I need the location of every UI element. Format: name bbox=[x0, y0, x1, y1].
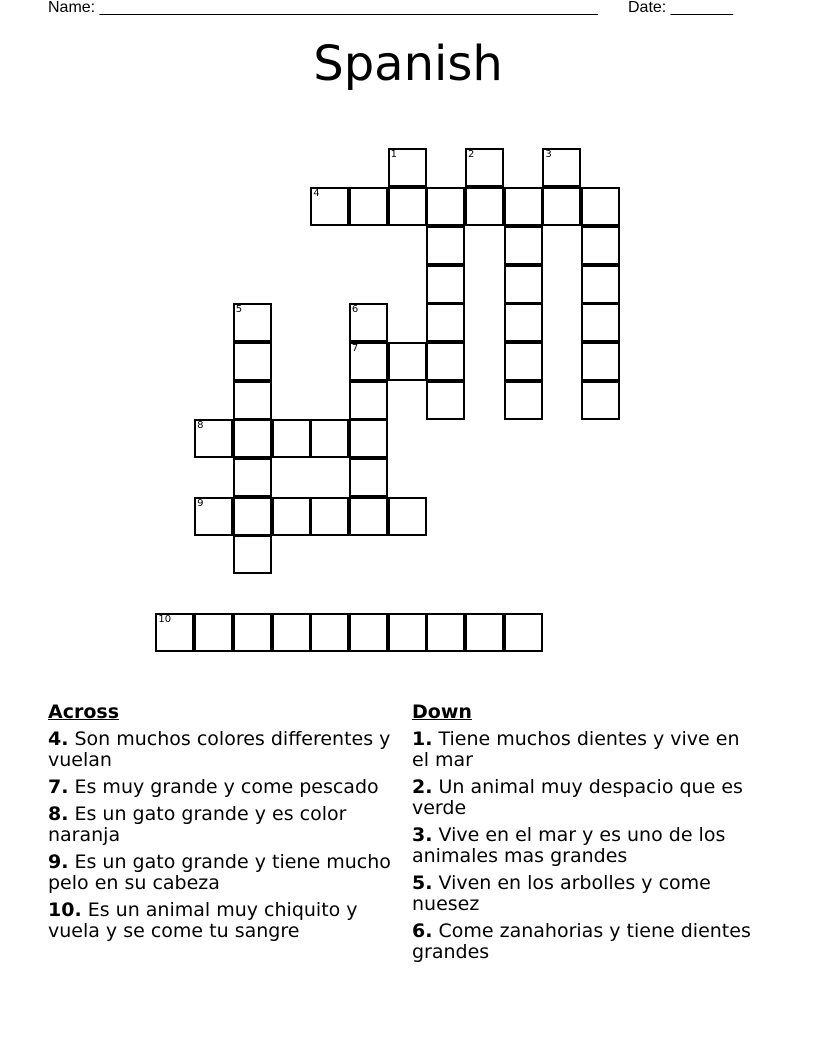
crossword-cell[interactable] bbox=[349, 497, 388, 536]
crossword-cell[interactable] bbox=[233, 419, 272, 458]
clue-across-10: 10. Es un animal muy chiquito y vuela y se come tu sangre bbox=[48, 899, 358, 942]
cell-number: 1 bbox=[390, 149, 397, 161]
cell-number: 9 bbox=[197, 497, 204, 509]
crossword-cell[interactable] bbox=[581, 187, 620, 226]
cell-number: 5 bbox=[235, 304, 243, 316]
crossword-cell[interactable] bbox=[310, 187, 349, 226]
crossword-cell[interactable] bbox=[349, 458, 388, 497]
name-field-label[interactable]: Name: ________________________________________________________ bbox=[48, 0, 598, 16]
across-heading: Across bbox=[48, 701, 120, 723]
crossword-cell[interactable] bbox=[581, 342, 620, 381]
crossword-cell[interactable] bbox=[388, 187, 427, 226]
crossword-cell[interactable] bbox=[504, 342, 543, 381]
down-clues bbox=[412, 702, 762, 969]
crossword-cell[interactable] bbox=[233, 381, 272, 420]
crossword-cell[interactable] bbox=[504, 226, 543, 265]
clue-down-5: 5. Viven en los arbolles y come nuesez bbox=[412, 872, 711, 915]
down-heading: Down bbox=[412, 701, 472, 723]
crossword-cell[interactable] bbox=[349, 303, 388, 342]
crossword-cell[interactable] bbox=[388, 342, 427, 381]
cell-number: 4 bbox=[313, 188, 320, 200]
clue-across-8: 8. Es un gato grande y es color naranja bbox=[48, 803, 347, 846]
crossword-cell[interactable] bbox=[272, 497, 311, 536]
crossword-cell[interactable] bbox=[310, 613, 349, 652]
cell-number: 6 bbox=[351, 304, 359, 316]
crossword-cell[interactable] bbox=[426, 342, 465, 381]
crossword-cell[interactable] bbox=[388, 613, 427, 652]
clue-down-1: 1. Tiene muchos dientes y vive en el mar bbox=[412, 728, 740, 771]
clue-across-4: 4. Son muchos colores differentes y vuelan bbox=[48, 728, 391, 771]
crossword-cell[interactable] bbox=[465, 613, 504, 652]
cell-number: 7 bbox=[351, 342, 359, 354]
crossword-cell[interactable] bbox=[581, 381, 620, 420]
crossword-cell[interactable] bbox=[504, 613, 543, 652]
cell-number: 8 bbox=[197, 420, 204, 432]
crossword-cell[interactable] bbox=[349, 187, 388, 226]
crossword-cell[interactable] bbox=[233, 613, 272, 652]
crossword-cell[interactable] bbox=[426, 381, 465, 420]
crossword-cell[interactable] bbox=[426, 265, 465, 304]
page-title: Spanish bbox=[313, 36, 503, 92]
crossword-cell[interactable] bbox=[233, 303, 272, 342]
clue-down-6: 6. Come zanahorias y tiene dientes grandes bbox=[412, 920, 751, 963]
crossword-cell[interactable] bbox=[310, 497, 349, 536]
crossword-cell[interactable] bbox=[194, 497, 233, 536]
crossword-cell[interactable] bbox=[272, 613, 311, 652]
crossword-cell[interactable] bbox=[542, 187, 581, 226]
crossword-cell[interactable] bbox=[504, 265, 543, 304]
crossword-cell[interactable] bbox=[426, 613, 465, 652]
crossword-cell[interactable] bbox=[388, 497, 427, 536]
crossword-cell[interactable] bbox=[504, 381, 543, 420]
crossword-cell[interactable] bbox=[349, 381, 388, 420]
crossword-cell[interactable] bbox=[465, 187, 504, 226]
crossword-cell[interactable] bbox=[388, 148, 427, 187]
crossword-cell[interactable] bbox=[581, 303, 620, 342]
clue-down-3: 3. Vive en el mar y es uno de los animales mas grandes bbox=[412, 824, 726, 867]
crossword-cell[interactable] bbox=[465, 148, 504, 187]
crossword-cell[interactable] bbox=[504, 303, 543, 342]
date-field-label[interactable]: Date: _______ bbox=[628, 0, 733, 16]
crossword-cell[interactable] bbox=[194, 419, 233, 458]
crossword-cell[interactable] bbox=[233, 458, 272, 497]
crossword-cell[interactable] bbox=[272, 419, 311, 458]
crossword-cell[interactable] bbox=[349, 342, 388, 381]
cell-number: 2 bbox=[468, 149, 475, 161]
crossword-cell[interactable] bbox=[233, 342, 272, 381]
crossword-cell[interactable] bbox=[233, 497, 272, 536]
crossword-cell[interactable] bbox=[542, 148, 581, 187]
crossword-cell[interactable] bbox=[581, 226, 620, 265]
clue-across-9: 9. Es un gato grande y tiene mucho pelo en su cabeza bbox=[48, 851, 391, 894]
crossword-cell[interactable] bbox=[426, 187, 465, 226]
clue-across-7: 7. Es muy grande y come pescado bbox=[48, 776, 379, 798]
crossword-cell[interactable] bbox=[426, 226, 465, 265]
crossword-cell[interactable] bbox=[581, 265, 620, 304]
crossword-cell[interactable] bbox=[194, 613, 233, 652]
cell-number: 10 bbox=[158, 613, 172, 625]
clue-down-2: 2. Un animal muy despacio que es verde bbox=[412, 776, 743, 819]
crossword-cell[interactable] bbox=[349, 613, 388, 652]
crossword-cell[interactable] bbox=[310, 419, 349, 458]
crossword-cell[interactable] bbox=[349, 419, 388, 458]
across-clues bbox=[48, 702, 398, 948]
crossword-cell[interactable] bbox=[426, 303, 465, 342]
crossword-cell[interactable] bbox=[155, 613, 194, 652]
crossword-cell[interactable] bbox=[233, 535, 272, 574]
crossword-cell[interactable] bbox=[504, 187, 543, 226]
cell-number: 3 bbox=[545, 149, 552, 161]
